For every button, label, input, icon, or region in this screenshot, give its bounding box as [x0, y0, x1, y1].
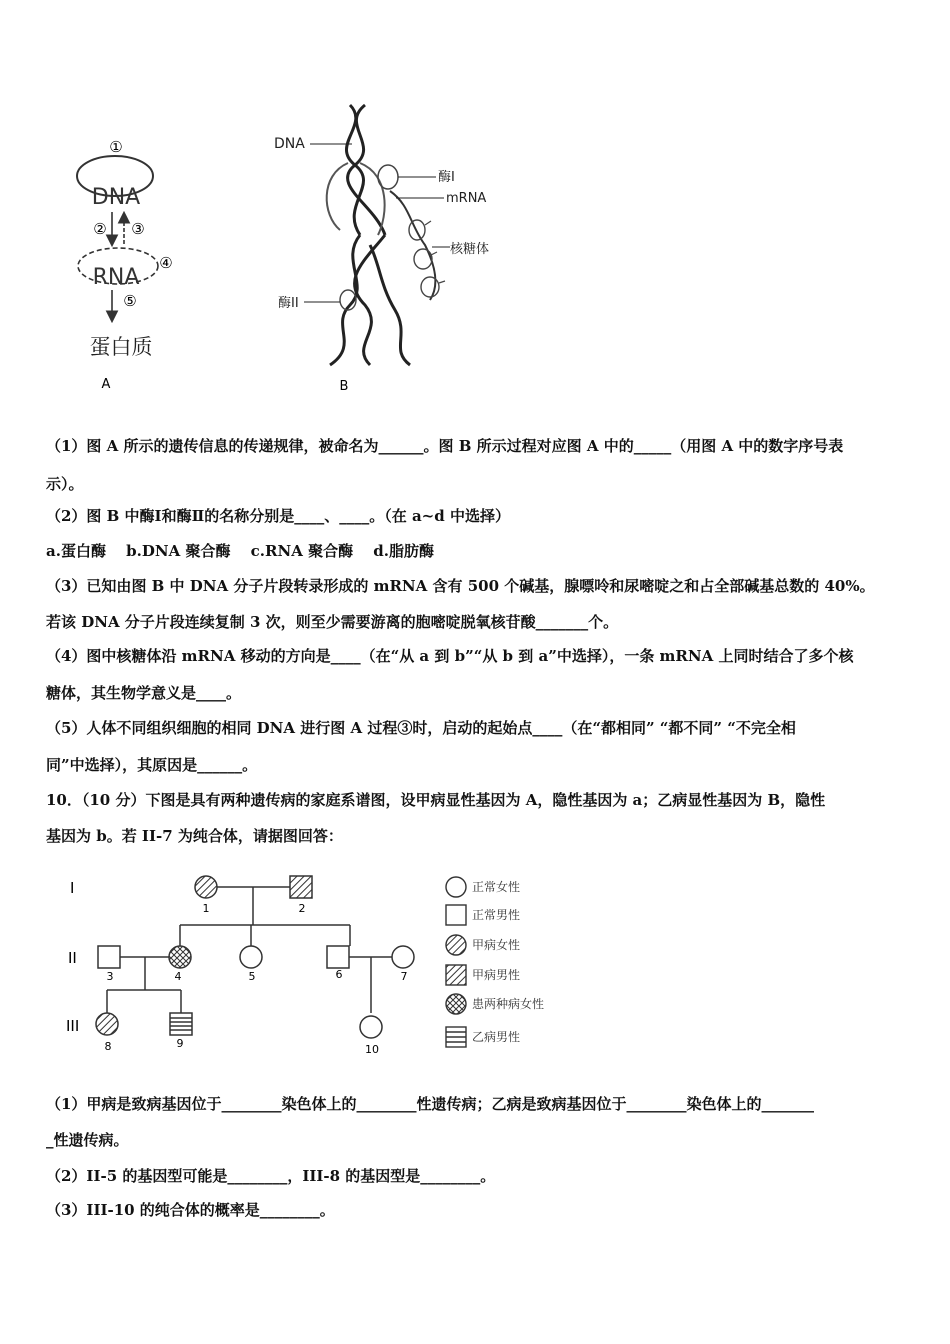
person-9-disease-b-male: [170, 1013, 192, 1035]
q9-part4-line1: （4）图中核糖体沿 mRNA 移动的方向是____（在“从 a 到 b”“从 b 到 a”中选择），一条 mRNA 上同时结合了多个核: [46, 647, 854, 665]
q9-part4-line2: 糖体，其生物学意义是____。: [46, 684, 242, 702]
template-strand: [327, 163, 348, 230]
q9-part2: （2）图 B 中酶Ⅰ和酶Ⅱ的名称分别是____、____。（在 a~d 中选择）: [46, 507, 510, 525]
legend-normal-female-symbol: [446, 877, 466, 897]
q10-part2: （2）II-5 的基因型可能是________，III-8 的基因型是________。: [46, 1167, 496, 1185]
q10-part3: （3）III-10 的纯合体的概率是________。: [46, 1201, 335, 1219]
figure-b-caption: B: [339, 379, 349, 394]
pedigree-chart: [60, 865, 580, 1060]
legend-disease-b-male: 乙病男性: [472, 1030, 521, 1044]
legend-both-diseases-female-symbol: [446, 994, 466, 1014]
generation-ii-label: II: [68, 949, 77, 967]
figure-a-central-dogma: [60, 130, 210, 400]
q9-part5-line1: （5）人体不同组织细胞的相同 DNA 进行图 A 过程③时，启动的起始点____（在“都相同” “都不同” “不完全相: [46, 719, 796, 737]
q10-title-line2: 基因为 b。若 II-7 为纯合体，请据图回答：: [46, 827, 343, 845]
q9-part3-line1: （3）已知由图 B 中 DNA 分子片段转录形成的 mRNA 含有 500 个碱基，腺嘌呤和尿嘧啶之和占全部碱基总数的 40%。: [46, 577, 875, 595]
person-1-id: 1: [202, 902, 210, 915]
figure-a-caption: A: [101, 377, 111, 392]
protein-label: 蛋白质: [89, 335, 153, 359]
dna-strand-bottom-2: [355, 235, 385, 365]
dna-label: DNA: [91, 185, 141, 210]
process-1-label: ①: [109, 138, 123, 156]
person-5-id: 5: [248, 970, 256, 983]
legend-disease-a-male: 甲病男性: [472, 968, 521, 982]
enzyme-1-label: 酶I: [438, 170, 455, 185]
dna-strand-bottom-3: [370, 245, 410, 365]
enzyme-2-label: 酶II: [278, 296, 299, 311]
person-9-id: 9: [176, 1037, 184, 1050]
mrna-strand: [390, 191, 435, 300]
mrna-label: mRNA: [446, 191, 487, 206]
figure-b-dna-label: DNA: [274, 136, 305, 152]
process-3-label: ③: [131, 220, 145, 238]
ribosome-2: [414, 249, 432, 269]
rna-label: RNA: [92, 265, 140, 290]
person-7-id: 7: [400, 970, 408, 983]
process-2-label: ②: [93, 220, 107, 238]
legend-normal-male: 正常男性: [472, 908, 521, 922]
person-4-both-diseases-female: [169, 946, 191, 968]
enzyme-1-blob: [378, 165, 398, 189]
person-5-normal-female: [240, 946, 262, 968]
person-2-id: 2: [298, 902, 306, 915]
q10-title-line1: 10．（10 分）下图是具有两种遗传病的家庭系谱图，设甲病显性基因为 A，隐性基因为 a；乙病显性基因为 B，隐性: [46, 791, 826, 809]
person-8-affected-female: [96, 1013, 118, 1035]
legend-both-diseases-female: 患两种病女性: [472, 997, 545, 1011]
process-4-label: ④: [159, 254, 173, 272]
person-10-normal-female: [360, 1016, 382, 1038]
legend-normal-female: 正常女性: [472, 880, 521, 894]
person-10-id: 10: [365, 1043, 379, 1056]
person-1-affected-female: [195, 876, 217, 898]
ribosome-3: [421, 277, 439, 297]
legend-disease-a-female: 甲病女性: [472, 938, 521, 952]
person-2-affected-male: [290, 876, 312, 898]
legend-disease-a-female-symbol: [446, 935, 466, 955]
process-5-label: ⑤: [123, 292, 137, 310]
person-6-id: 6: [335, 968, 343, 981]
person-4-id: 4: [174, 970, 182, 983]
figure-b-transcription: [260, 95, 520, 400]
q9-part1-line2: 示）。: [46, 475, 84, 493]
q9-part5-line2: 同”中选择），其原因是______。: [46, 756, 258, 774]
q9-part3-line2: 若该 DNA 分子片段连续复制 3 次，则至少需要游离的胞嘧啶脱氧核苷酸_______个。: [46, 613, 619, 631]
generation-iii-label: III: [66, 1017, 80, 1035]
legend-disease-a-male-symbol: [446, 965, 466, 985]
q9-part1-line1: （1）图 A 所示的遗传信息的传递规律，被命名为______。图 B 所示过程对应图 A 中的_____（用图 A 中的数字序号表: [46, 437, 844, 455]
ribosome-label: 核糖体: [450, 242, 490, 257]
q10-part1-line1: （1）甲病是致病基因位于________染色体上的________性遗传病；乙病是致病基因位于________染色体上的_______: [46, 1095, 814, 1113]
person-3-normal-male: [98, 946, 120, 968]
q10-part1-line2: _性遗传病。: [46, 1131, 129, 1149]
legend-normal-male-symbol: [446, 905, 466, 925]
person-3-id: 3: [106, 970, 114, 983]
person-7-normal-female: [392, 946, 414, 968]
generation-i-label: I: [70, 879, 75, 897]
person-8-id: 8: [104, 1040, 112, 1053]
q9-options: a.蛋白酶 b.DNA 聚合酶 c.RNA 聚合酶 d.脂肪酶: [46, 542, 435, 560]
person-6-normal-male: [327, 946, 349, 968]
